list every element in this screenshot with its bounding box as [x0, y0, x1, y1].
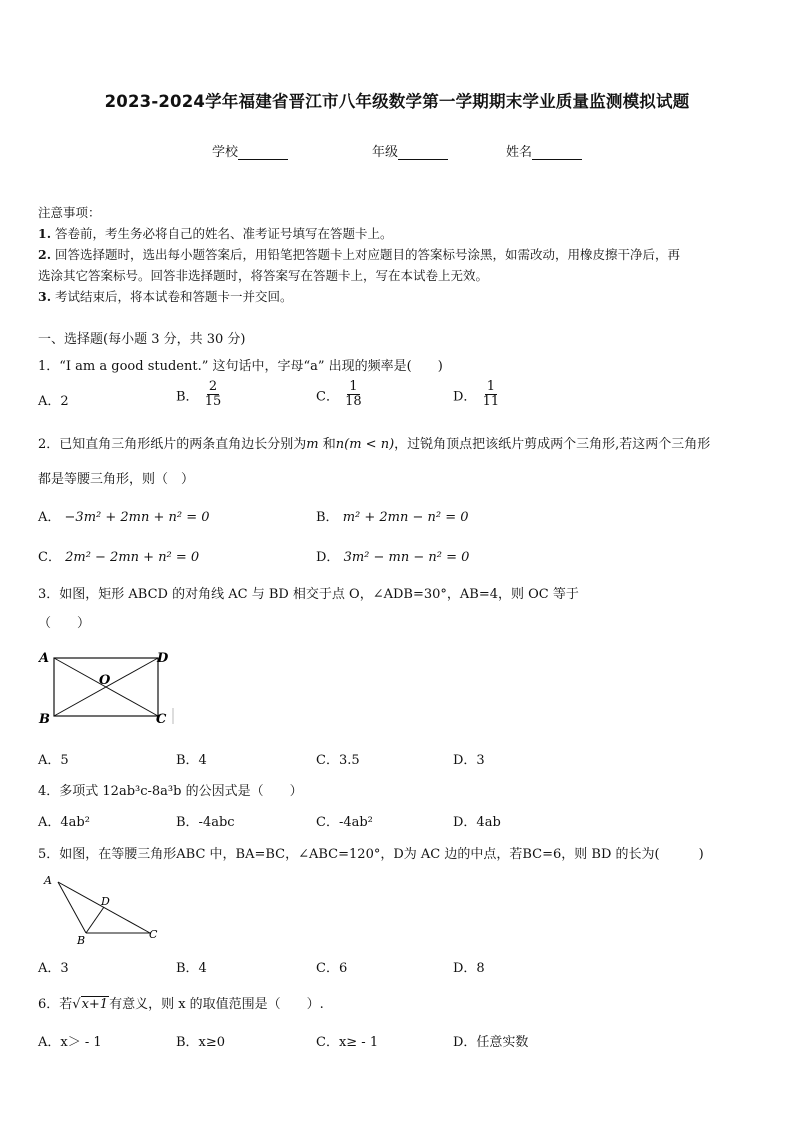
notice-item-3-text: 考试结束后，将本试卷和答题卡一并交回。 [55, 289, 293, 304]
q6-option-d: D．任意实数 [453, 1035, 529, 1050]
q2-option-a-label: A． [38, 510, 61, 525]
segment-bd [86, 907, 104, 933]
question-3-paren: （ ） [38, 616, 91, 631]
notice-heading: 注意事项： [38, 205, 101, 220]
q2-option-b-label: B． [316, 510, 339, 525]
school-label: 学校 [212, 145, 239, 160]
q3-option-c: C．3.5 [316, 753, 360, 768]
fraction-numerator: 1 [349, 379, 358, 394]
q2-option-d-expr: 3m² − mn − n² = 0 [343, 550, 470, 565]
q4-option-d: D．4ab [453, 815, 501, 830]
q2-stem-part1: 2．已知直角三角形纸片的两条直角边长分别为 [38, 437, 307, 452]
q3-rectangle-figure [36, 646, 180, 728]
q1-option-c-label: C． [316, 389, 339, 405]
q2-option-a [38, 506, 210, 525]
label-b: B [77, 934, 86, 947]
grade-label: 年级 [372, 145, 399, 160]
q5-triangle-figure [38, 870, 168, 950]
q3-option-d: D．3 [453, 753, 485, 768]
q2-option-c [38, 546, 199, 565]
q5-option-c: C．6 [316, 961, 348, 976]
fraction-denominator: 15 [204, 394, 222, 410]
q3-option-a: A．5 [38, 753, 69, 768]
q1-option-c [316, 380, 364, 410]
fraction-numerator: 1 [486, 379, 495, 394]
question-4-stem: 4．多项式 12ab³c-8a³b 的公因式是（ ） [38, 784, 303, 799]
q2-var-n: n [335, 437, 345, 452]
notice-item-2-number: 2. [38, 247, 52, 262]
question-6-stem [38, 993, 324, 1012]
q2-option-b [316, 506, 469, 525]
grade-field [372, 141, 448, 160]
school-blank [238, 145, 288, 160]
q2-stem-and: 和 [322, 437, 336, 452]
question-2-stem-line2: 都是等腰三角形，则（ ） [38, 472, 195, 487]
label-d: D [101, 895, 110, 908]
grade-blank [398, 145, 448, 160]
q6-option-a: A．x＞ - 1 [38, 1035, 102, 1050]
label-d: D [157, 651, 169, 666]
q6-radicand: x+1 [81, 997, 109, 1012]
label-a: A [39, 651, 50, 666]
notice-item-1 [38, 224, 393, 242]
q2-option-c-label: C． [38, 550, 61, 565]
name-blank [532, 145, 582, 160]
page-title: 2023-2024学年福建省晋江市八年级数学第一学期期末学业质量监测模拟试题 [104, 92, 690, 111]
fraction-denominator: 18 [345, 394, 362, 410]
notice-item-2-continued: 选涂其它答案标号。回答非选择题时，将答案写在答题卡上，写在本试卷上无效。 [38, 268, 489, 283]
label-c: C [156, 712, 167, 727]
q6-option-c: C．x≥ - 1 [316, 1035, 379, 1050]
question-5-stem: 5．如图，在等腰三角形ABC 中，BA=BC，∠ABC=120°，D为 AC 边的中点，若BC=6，则 BD 的长为( ) [38, 847, 704, 862]
label-b: B [39, 712, 50, 727]
q2-option-b-expr: m² + 2mn − n² = 0 [342, 510, 469, 525]
q1-option-a: A．2 [38, 394, 69, 409]
q5-option-d: D．8 [453, 961, 485, 976]
q1-option-d [453, 380, 501, 410]
notice-item-2-text: 回答选择题时，选出每小题答案后，用铅笔把答题卡上对应题目的答案标号涂黑，如需改动，用橡皮擦干净后，再 [55, 247, 681, 262]
notice-item-2 [38, 245, 680, 263]
question-2-stem [38, 433, 710, 452]
q2-option-a-expr: −3m² + 2mn + n² = 0 [64, 510, 210, 525]
q2-var-m: m [306, 437, 319, 452]
q4-option-c: C．-4ab² [316, 815, 373, 830]
notice-item-1-number: 1. [38, 226, 52, 241]
section-heading: 一、选择题(每小题 3 分，共 30 分) [38, 332, 246, 347]
q2-option-d-label: D． [316, 550, 340, 565]
q3-option-b: B．4 [176, 753, 207, 768]
name-field [506, 141, 582, 160]
q4-option-a: A．4ab² [38, 815, 90, 830]
q2-stem-part2: ，过锐角顶点把该纸片剪成两个三角形,若这两个三角形 [394, 437, 711, 452]
q5-option-b: B．4 [176, 961, 207, 976]
label-a: A [44, 874, 52, 887]
fraction-numerator: 2 [208, 379, 218, 394]
q2-option-c-expr: 2m² − 2mn + n² = 0 [65, 550, 200, 565]
label-c: C [149, 928, 158, 941]
q1-option-d-label: D． [453, 389, 477, 405]
q4-option-b: B．-4abc [176, 815, 235, 830]
school-field [212, 141, 288, 160]
q2-option-d [316, 546, 469, 565]
q1-option-b-label: B． [176, 389, 199, 405]
q5-option-a: A．3 [38, 961, 69, 976]
question-1-stem: 1．“I am a good student.” 这句话中，字母“a” 出现的频率是( ) [38, 359, 443, 374]
fraction-denominator: 11 [482, 394, 500, 410]
q6-option-b: B．x≥0 [176, 1035, 226, 1050]
name-label: 姓名 [506, 145, 533, 160]
q1-option-b [176, 380, 223, 410]
sqrt-symbol: √ [72, 997, 81, 1012]
question-3-stem: 3．如图，矩形 ABCD 的对角线 AC 与 BD 相交于点 O，∠ADB=30°，AB=4，则 OC 等于 [38, 587, 579, 602]
q1-option-b-fraction [203, 380, 224, 410]
notice-item-3-number: 3. [38, 289, 52, 304]
notice-item-1-text: 答卷前，考生务必将自己的姓名、准考证号填写在答题卡上。 [55, 226, 393, 241]
label-o: O [99, 673, 111, 688]
notice-item-3 [38, 287, 293, 305]
q1-option-c-fraction [343, 380, 364, 410]
q1-option-d-fraction [481, 380, 502, 410]
q2-condition: (m < n) [344, 437, 395, 452]
q6-stem-pre: 6．若 [38, 997, 73, 1012]
q6-stem-post: 有意义，则 x 的取值范围是（ ）. [109, 997, 324, 1012]
